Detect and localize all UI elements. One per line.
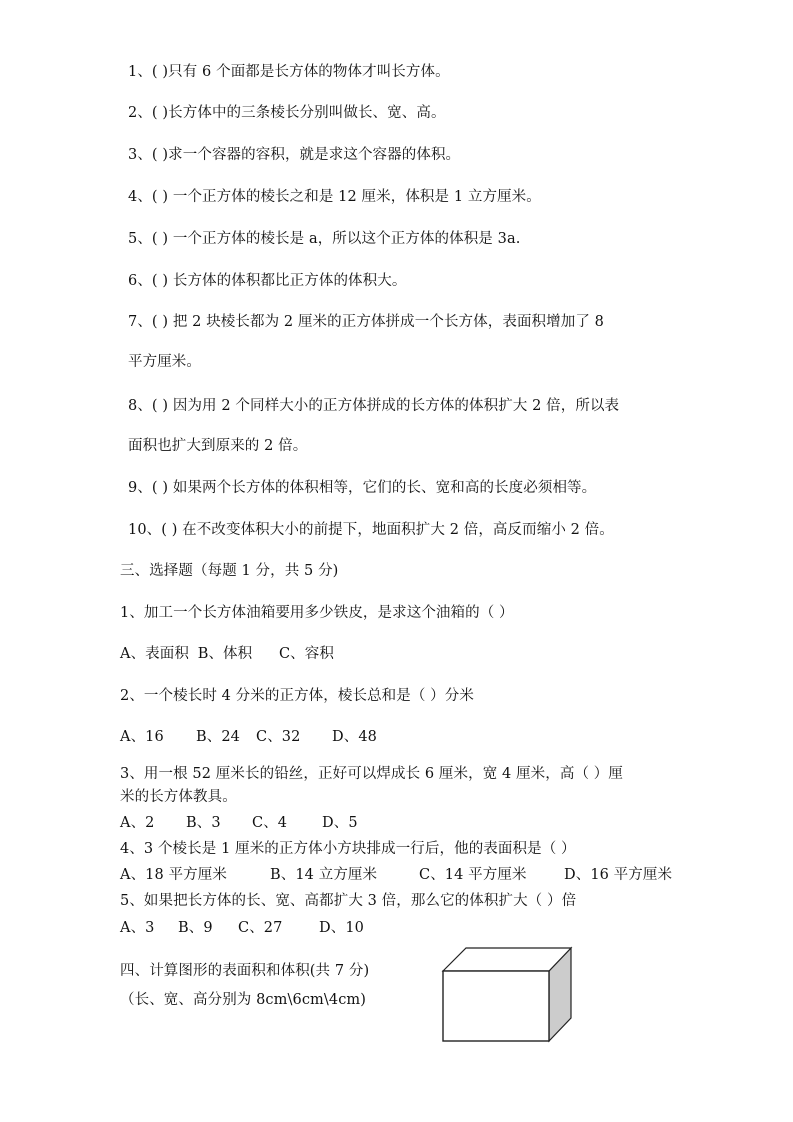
choice-question-3-continued: 米的长方体教具。 xyxy=(120,789,237,805)
choice-question-2: 2、一个棱长时 4 分米的正方体，棱长总和是（ ）分米 xyxy=(120,688,474,704)
option-d[interactable]: D、48 xyxy=(332,729,377,745)
judgement-item-7-continued: 平方厘米。 xyxy=(128,354,201,370)
option-d[interactable]: D、16 平方厘米 xyxy=(564,867,673,883)
choice-question-3: 3、用一根 52 厘米长的铅丝，正好可以焊成长 6 厘米，宽 4 厘米，高（ ）厘 xyxy=(120,766,623,782)
option-a[interactable]: A、表面积 xyxy=(120,646,189,662)
judgement-item-8: 8、( ) 因为用 2 个同样大小的正方体拼成的长方体的体积扩大 2 倍，所以表 xyxy=(128,398,620,414)
judgement-item-10: 10、( ) 在不改变体积大小的前提下，地面积扩大 2 倍，高反而缩小 2 倍。 xyxy=(128,522,614,538)
option-c[interactable]: C、32 xyxy=(256,729,301,745)
option-c[interactable]: C、14 平方厘米 xyxy=(419,867,527,883)
choice-question-4: 4、3 个棱长是 1 厘米的正方体小方块排成一行后，他的表面积是（ ） xyxy=(120,841,576,857)
choice-question-5: 5、如果把长方体的长、宽、高都扩大 3 倍，那么它的体积扩大（ ）倍 xyxy=(120,893,577,909)
option-d[interactable]: D、5 xyxy=(322,815,358,831)
choice-question-3-options xyxy=(120,814,358,832)
option-b[interactable]: B、9 xyxy=(178,920,213,936)
choice-section-heading: 三、选择题（每题 1 分，共 5 分) xyxy=(120,563,339,579)
choice-question-1: 1、加工一个长方体油箱要用多少铁皮，是求这个油箱的（ ） xyxy=(120,605,514,621)
cuboid-figure xyxy=(430,940,580,1050)
option-a[interactable]: A、3 xyxy=(120,920,155,936)
judgement-item-2: 2、( )长方体中的三条棱长分别叫做长、宽、高。 xyxy=(128,105,446,121)
option-a[interactable]: A、18 平方厘米 xyxy=(120,867,227,883)
judgement-item-6: 6、( ) 长方体的体积都比正方体的体积大。 xyxy=(128,273,407,289)
option-a[interactable]: A、16 xyxy=(120,729,164,745)
option-b[interactable]: B、14 立方厘米 xyxy=(270,867,378,883)
calculation-section-heading: 四、计算图形的表面积和体积(共 7 分) xyxy=(120,963,370,979)
option-c[interactable]: C、4 xyxy=(252,815,288,831)
option-b[interactable]: B、24 xyxy=(196,729,241,745)
calculation-dimensions-note: （长、宽、高分别为 8cm\6cm\4cm) xyxy=(120,992,367,1008)
choice-question-1-options xyxy=(120,645,334,663)
option-d[interactable]: D、10 xyxy=(319,920,364,936)
choice-question-5-options xyxy=(120,919,364,937)
judgement-item-4: 4、( ) 一个正方体的棱长之和是 12 厘米，体积是 1 立方厘米。 xyxy=(128,189,541,205)
option-b[interactable]: B、3 xyxy=(186,815,221,831)
judgement-item-3: 3、( )求一个容器的容积，就是求这个容器的体积。 xyxy=(128,147,461,163)
judgement-item-7: 7、( ) 把 2 块棱长都为 2 厘米的正方体拼成一个长方体，表面积增加了 8 xyxy=(128,314,604,330)
choice-question-4-options xyxy=(120,866,672,884)
choice-question-2-options xyxy=(120,728,377,746)
option-b[interactable]: B、体积 xyxy=(197,646,253,662)
judgement-item-1: 1、( )只有 6 个面都是长方体的物体才叫长方体。 xyxy=(128,64,450,80)
judgement-item-5: 5、( ) 一个正方体的棱长是 a，所以这个正方体的体积是 3a. xyxy=(128,231,521,247)
judgement-item-9: 9、( ) 如果两个长方体的体积相等，它们的长、宽和高的长度必须相等。 xyxy=(128,480,597,496)
option-a[interactable]: A、2 xyxy=(120,815,155,831)
option-c[interactable]: C、容积 xyxy=(278,646,334,662)
option-c[interactable]: C、27 xyxy=(238,920,283,936)
judgement-item-8-continued: 面积也扩大到原来的 2 倍。 xyxy=(128,438,308,454)
